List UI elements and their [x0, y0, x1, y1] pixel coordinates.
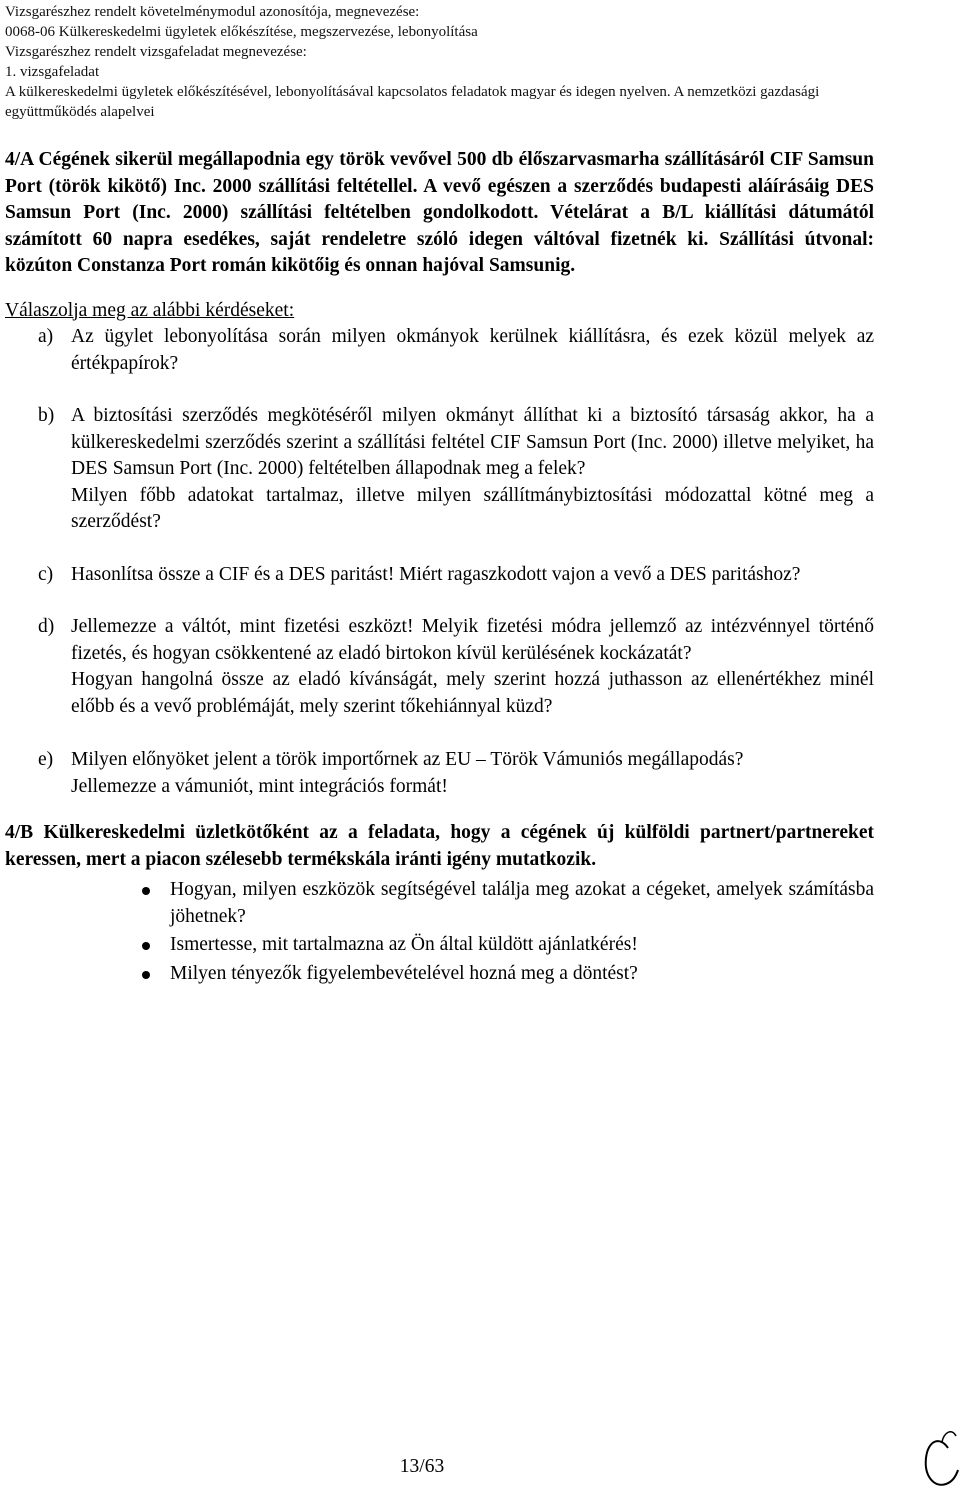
question-label: c): [38, 563, 54, 585]
signature-icon: [912, 1418, 960, 1503]
bullet-text: Milyen tényezők figyelembevételével hozná meg a döntést?: [170, 962, 638, 984]
header-line-task-desc-cont: együttműködés alapelvei: [5, 104, 155, 120]
task-a-statement: 4/A Cégének sikerül megállapodnia egy török vevővel 500 db élőszarvasmarha szállításáról CIF Samsun Port (török kikötő) Inc. 2000 szállítási feltétellel. A vevő egészen a szerződés budapesti aláírásáig DES Samsun Port (Inc. 2000) szállítási feltételben gondolkodott. Vételárat a B/L kiállítási dátumától számított 60 napra esedékes, saját rendeletre szóló idegen váltóval fizetnék ki. Szállítási útvonal: közúton Constanza Port román kikötőig és onnan hajóval Samsunig.: [5, 149, 874, 276]
task-b-statement: 4/B Külkereskedelmi üzletkötőként az a feladata, hogy a cégének új külföldi partnert/partnereket keressen, mert a piacon szélesebb termékskála iránti igény mutatkozik.: [5, 822, 874, 870]
list-item: [5, 932, 874, 959]
header-line-task-title: Vizsgarészhez rendelt vizsgafeladat megnevezése:: [5, 44, 307, 60]
question-label: d): [38, 616, 55, 637]
question-e: [5, 747, 874, 800]
question-text: Hogyan hangolná össze az eladó kívánságát, mely szerint hozzá juthasson az ellenértékhez minél előbb és a vevő problémáját, mely szerint tőkehiánnyal küzd?: [71, 669, 874, 717]
question-label: e): [38, 749, 54, 770]
bullet-icon: [5, 961, 170, 987]
question-text: Jellemezze a váltót, mint fizetési eszközt! Melyik fizetési módra jellemző az intézvénnyel történő fizetés, és hogyan csökkentené az eladó birtokon kívül kerülésének kockázatát?: [71, 616, 874, 664]
question-text: Az ügylet lebonyolítása során milyen okmányok kerülnek kiállításra, és ezek közül melyek az értékpapírok?: [71, 326, 874, 374]
questions-intro: Válaszolja meg az alábbi kérdéseket:: [5, 299, 295, 321]
bullet-text: Hogyan, milyen eszközök segítségével találja meg azokat a cégeket, amelyek számításba jöhetnek?: [170, 879, 874, 927]
question-text: A biztosítási szerződés megkötéséről milyen okmányt állíthat ki a biztosító társaság akkor, ha a külkereskedelmi szerződés szerint a szállítási feltétel CIF Samsun Port (Inc. 2000) illetve melyiket, ha DES Samsun Port (Inc. 2000) feltételben állapodnak meg a felek?: [71, 405, 874, 479]
header-line-task-desc: A külkereskedelmi ügyletek előkészítésével, lebonyolításával kapcsolatos feladatok magyar és idegen nyelven. A nemzetközi gazdasági: [5, 84, 820, 100]
document-header: [5, 2, 955, 122]
page-number: 13/63: [399, 1456, 445, 1477]
list-item: [5, 877, 874, 930]
bullet-text: Ismertesse, mit tartalmazna az Ön által küldött ajánlatkérés!: [170, 934, 638, 955]
bullet-icon: [5, 932, 170, 958]
question-label: b): [38, 405, 55, 426]
questions-section: [5, 298, 874, 801]
list-item: [5, 961, 874, 988]
document-body: [5, 147, 874, 987]
question-c: [5, 562, 874, 589]
question-text: Milyen főbb adatokat tartalmaz, illetve milyen szállítmánybiztosítási módozattal kötné meg a szerződést?: [71, 484, 874, 532]
question-a: [5, 324, 874, 377]
question-text: Jellemezze a vámuniót, mint integrációs formát!: [71, 775, 448, 797]
question-b: [5, 403, 874, 536]
header-line-task-number: 1. vizsgafeladat: [5, 64, 100, 80]
question-label: a): [38, 326, 54, 347]
bullet-icon: [5, 877, 170, 903]
task-b-bullet-list: [5, 877, 874, 987]
question-text: Hasonlítsa össze a CIF és a DES paritást! Miért ragaszkodott vajon a vevő a DES paritáshoz?: [71, 563, 801, 585]
header-line-module-code: 0068-06 Külkereskedelmi ügyletek előkészítése, megszervezése, lebonyolítása: [5, 24, 478, 40]
header-line-module-title: Vizsgarészhez rendelt követelménymodul azonosítója, megnevezése:: [5, 4, 420, 20]
question-text: Milyen előnyöket jelent a török importőrnek az EU – Török Vámuniós megállapodás?: [71, 749, 744, 770]
question-d: [5, 614, 874, 720]
